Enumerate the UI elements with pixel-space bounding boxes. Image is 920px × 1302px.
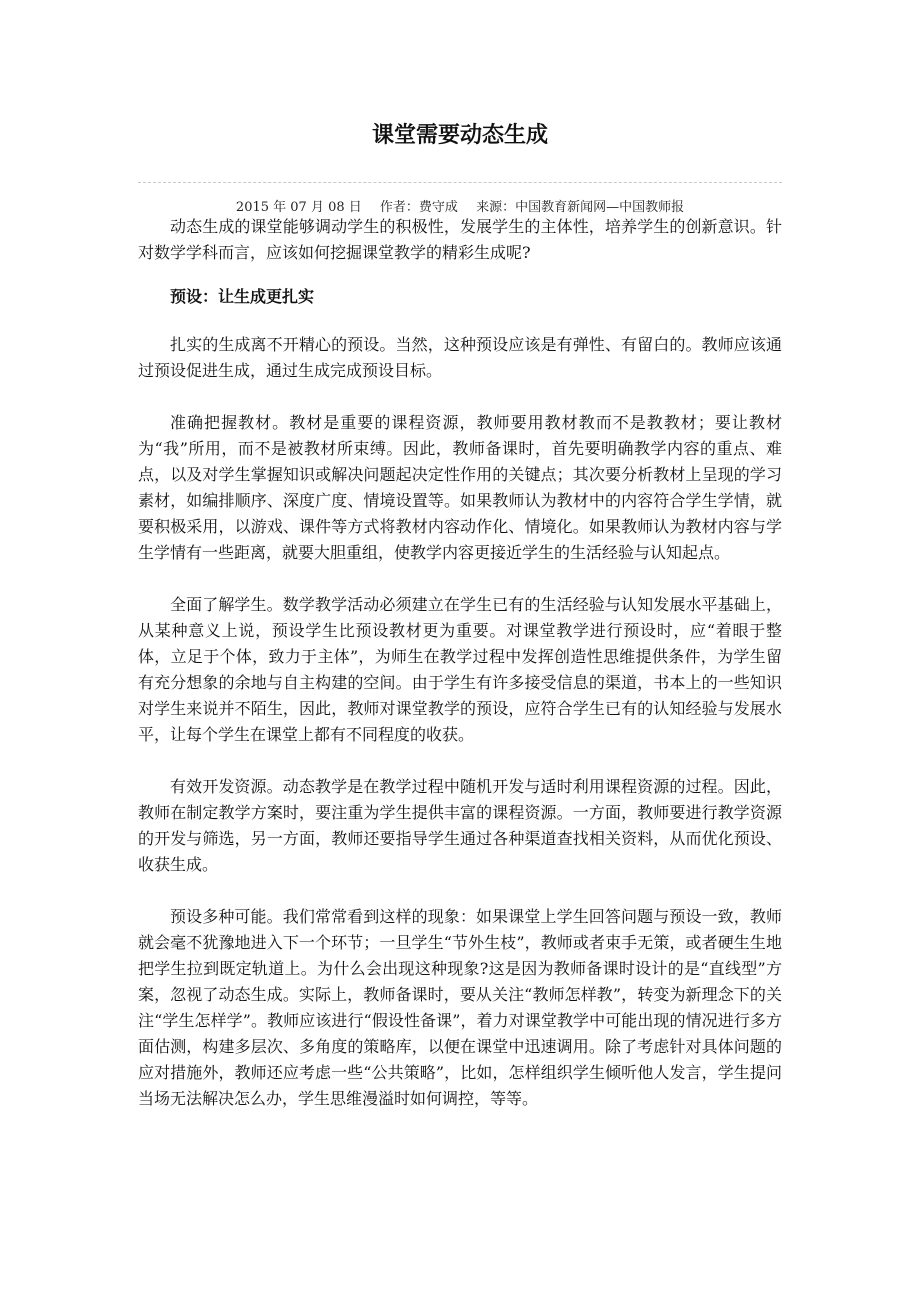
article-source: 来源：中国教育新闻网—中国教师报 [476, 200, 685, 215]
title-divider [138, 182, 782, 183]
body-paragraph: 准确把握教材。教材是重要的课程资源，教师要用教材教而不是教教材；要让教材为“我”所用，而不是被教材所束缚。因此，教师备课时，首先要明确教学内容的重点、难点，以及对学生掌握知识或解决问题起决定性作用的关键点；其次要分析教材上呈现的学习素材，如编排顺序、深度广度、情境设置等。如果教师认为教材中的内容符合学生学情，就要积极采用，以游戏、课件等方式将教材内容动作化、情境化。如果教师认为教材内容与学生学情有一些距离，就要大胆重组，使教学内容更接近学生的生活经验与认知起点。 [138, 413, 782, 562]
article-title: 课堂需要动态生成 [371, 123, 548, 148]
section-heading: 预设：让生成更扎实 [170, 287, 315, 306]
body-paragraph: 预设多种可能。我们常常看到这样的现象：如果课堂上学生回答问题与预设一致，教师就会毫不犹豫地进入下一个环节；一旦学生“节外生枝”，教师或者束手无策，或者硬生生地把学生拉到既定轨道上。为什么会出现这种现象?这是因为教师备课时设计的是“直线型”方案，忽视了动态生成。实际上，教师备课时，要从关注“教师怎样教”，转变为新理念下的关注“学生怎样学”。教师应该进行“假设性备课”，着力对课堂教学中可能出现的情况进行多方面估测，构建多层次、多角度的策略库，以便在课堂中迅速调用。除了考虑针对具体问题的应对措施外，教师还应考虑一些“公共策略”，比如，怎样组织学生倾听他人发言，学生提问当场无法解决怎么办，学生思维漫溢时如何调控，等等。 [138, 907, 782, 1108]
article-body [138, 214, 782, 1138]
article-date: 2015 年 07 月 08 日 [235, 200, 362, 215]
body-paragraph: 全面了解学生。数学教学活动必须建立在学生已有的生活经验与认知发展水平基础上，从某种意义上说，预设学生比预设教材更为重要。对课堂教学进行预设时，应“着眼于整体，立足于个体，致力于主体”，为师生在教学过程中发挥创造性思维提供条件，为学生留有充分想象的余地与自主构建的空间。由于学生有许多接受信息的渠道，书本上的一些知识对学生来说并不陌生，因此，教师对课堂教学的预设，应符合学生已有的认知经验与发展水平，让每个学生在课堂上都有不同程度的收获。 [138, 595, 782, 744]
body-paragraph: 扎实的生成离不开精心的预设。当然，这种预设应该是有弹性、有留白的。教师应该通过预设促进生成，通过生成完成预设目标。 [138, 335, 782, 380]
article-author: 作者：费守成 [379, 200, 458, 215]
body-paragraph: 有效开发资源。动态教学是在教学过程中随机开发与适时利用课程资源的过程。因此，教师在制定教学方案时，要注重为学生提供丰富的课程资源。一方面，教师要进行教学资源的开发与筛选，另一方面，教师还要指导学生通过各种渠道查找相关资料，从而优化预设、收获生成。 [138, 777, 782, 874]
intro-paragraph: 动态生成的课堂能够调动学生的积极性，发展学生的主体性，培养学生的创新意识。针对数学学科而言，应该如何挖掘课堂教学的精彩生成呢? [138, 217, 782, 262]
